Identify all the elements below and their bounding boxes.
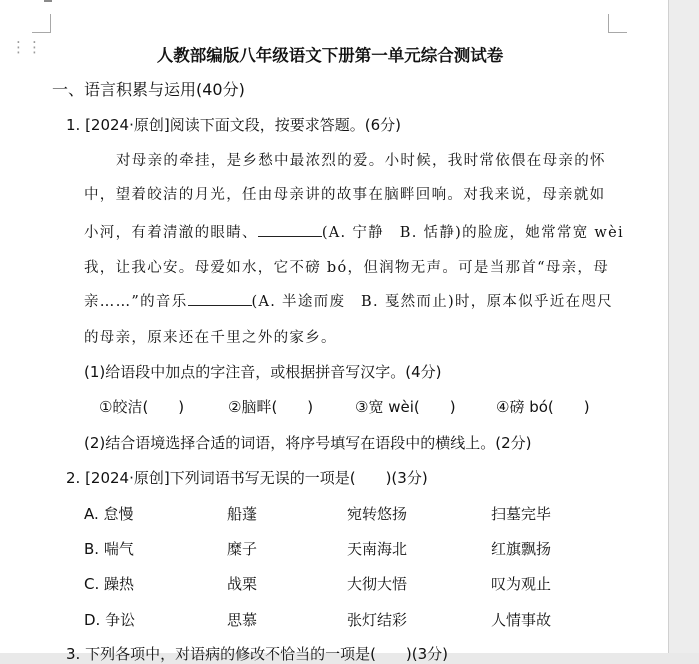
passage-line-1: 对母亲的牵挂，是乡愁中最浓烈的爱。小时候，我时常依偎在母亲的怀 [116,153,606,169]
option-cell: 天南海北 [347,540,408,558]
option-cell: B. 喘气 [84,540,134,558]
question-2-stem: 2. [2024·原创]下列词语书写无误的一项是( )(3分) [66,469,428,487]
question-1-stem: 1. [2024·原创]阅读下面文段，按要求答题。(6分) [66,116,401,134]
option-cell: 战栗 [227,575,258,593]
fill-item: ④磅 bó( ) [496,398,590,416]
option-cell: 人情事故 [491,611,552,629]
option-cell: D. 争讼 [84,611,136,629]
question-3-stem: 3. 下列各项中，对语病的修改不恰当的一项是( )(3分) [66,645,449,663]
passage-line-6: 的母亲，原来还在千里之外的家乡。 [84,330,337,346]
passage-line-5-end: (A. 半途而废 B. 戛然而止)时，原本似乎近在咫尺 [251,294,613,310]
subquestion-2: (2)结合语境选择合适的词语，将序号填写在语段中的横线上。(2分) [84,434,532,452]
passage-line-3-start: 小河，有着清澈的眼睛、 [84,225,258,241]
passage-line-4: 我，让我心安。母爱如水，它不磅 bó，但润物无声。可是当那首“母亲，母 [84,260,610,276]
passage-line-3 [84,221,624,242]
option-cell: 叹为观止 [491,575,552,593]
option-cell: 船蓬 [227,505,258,523]
option-cell: A. 怠慢 [84,505,134,523]
margin-corner-top-left [32,14,51,33]
fill-item: ②脑畔( ) [228,398,314,416]
option-cell: C. 躁热 [84,575,135,593]
margin-corner-top-right [608,14,627,33]
fill-item: ①皎洁( ) [99,398,185,416]
passage-line-3-end: (A. 宁静 B. 恬静)的脸庞，她常常宽 wèi [321,225,624,241]
passage-line-5-start: 亲……”的音乐 [84,294,188,310]
option-cell: 扫墓完毕 [491,505,552,523]
option-cell: 红旗飘扬 [491,540,552,558]
scroll-gutter[interactable] [669,0,699,653]
option-cell: 宛转悠扬 [347,505,408,523]
option-cell: 糜子 [227,540,258,558]
passage-line-5 [84,290,613,311]
drag-handle-icon[interactable]: ⋮⋮ [11,38,43,56]
answer-blank-2[interactable] [188,293,252,306]
option-cell: 大彻大悟 [347,575,408,593]
document-title: 人教部编版八年级语文下册第一单元综合测试卷 [156,46,504,65]
option-cell: 张灯结彩 [347,611,408,629]
answer-blank-1[interactable] [258,224,322,237]
ruler-marker [44,0,52,2]
fill-item: ③宽 wèi( ) [355,398,456,416]
option-cell: 思慕 [227,611,258,629]
subquestion-1: (1)给语段中加点的字注音，或根据拼音写汉字。(4分) [84,363,442,381]
section-heading: 一、语言积累与运用(40分) [52,80,245,99]
passage-line-2: 中，望着皎洁的月光，任由母亲讲的故事在脑畔回响。对我来说，母亲就如 [84,187,606,203]
